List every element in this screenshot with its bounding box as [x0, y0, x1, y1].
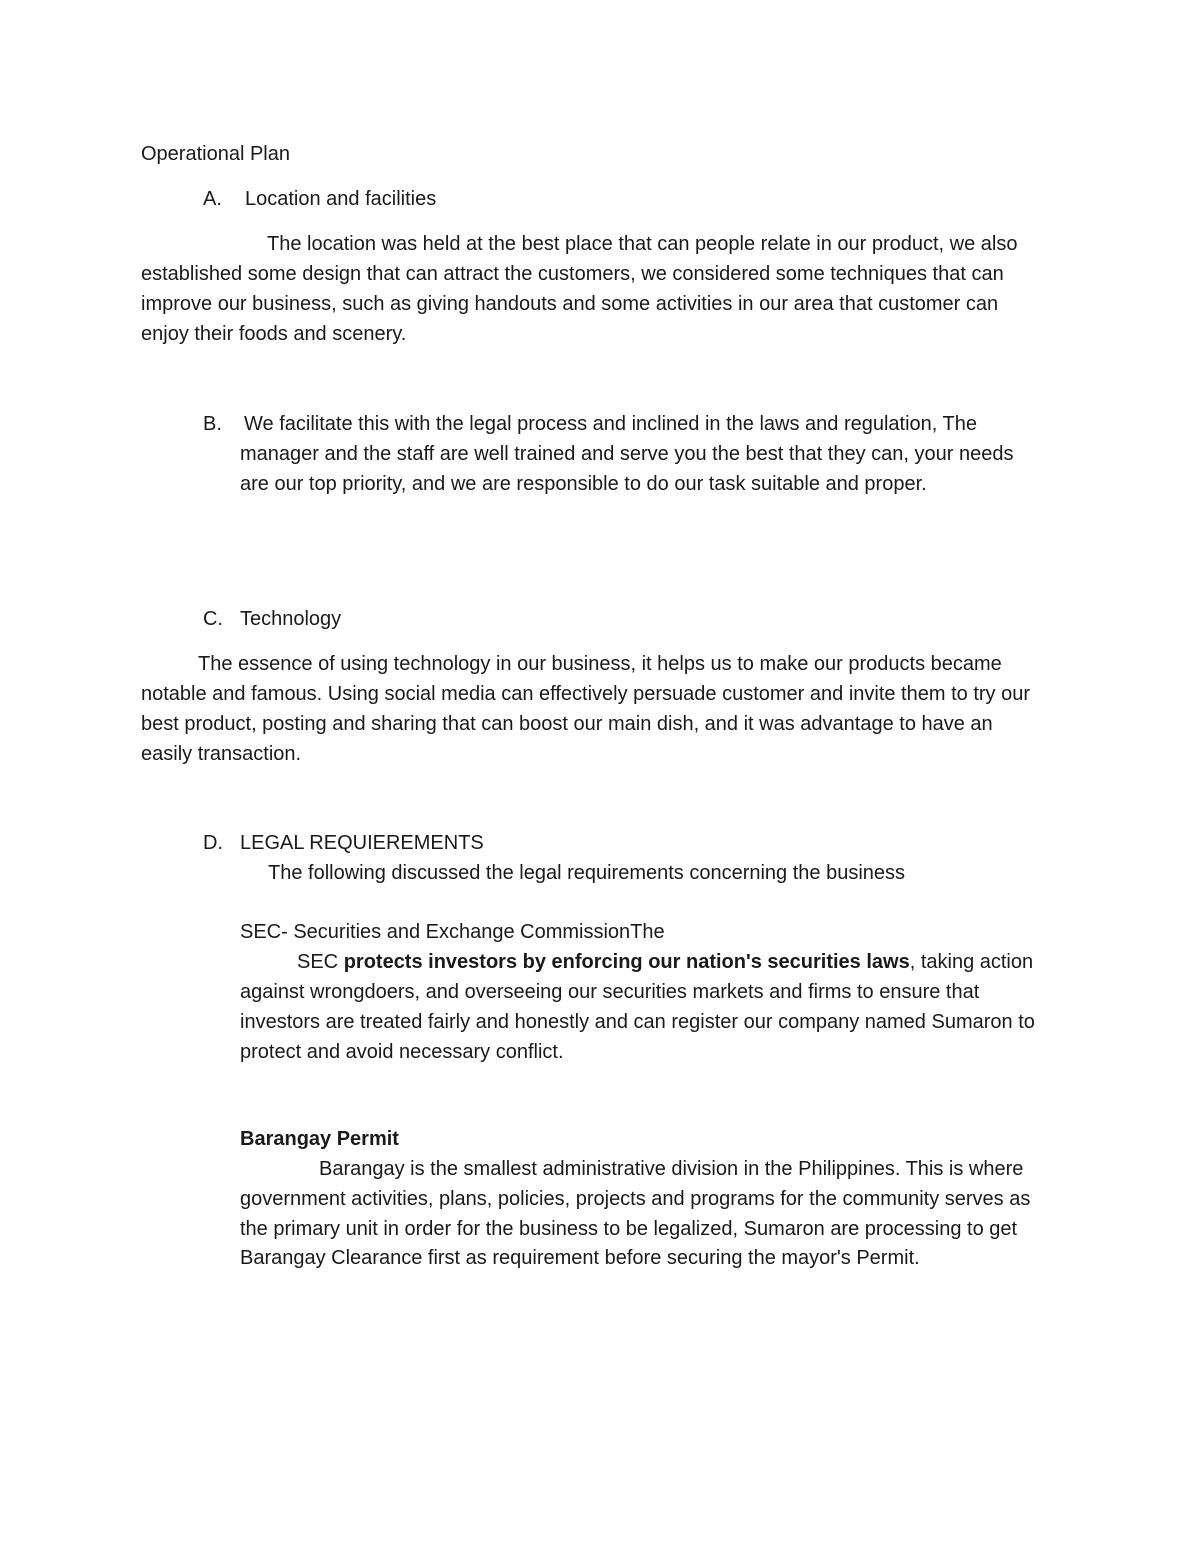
sec-line-1-bold: protects investors by enforcing our nation's securities laws [343, 951, 910, 973]
section-c-body-line-2: notable and famous. Using social media can effectively persuade customer and invite them to try our [141, 683, 1030, 705]
sec-line-1 [297, 947, 1033, 977]
section-a-body-line-1: The location was held at the best place that can people relate in our product, we also [267, 233, 1018, 255]
barangay-title: Barangay Permit [240, 1128, 399, 1150]
section-a-body-line-3: improve our business, such as giving handouts and some activities in our area that customer can [141, 293, 999, 315]
sec-line-1-suffix: , taking action [909, 951, 1034, 973]
section-b-marker: B. [203, 413, 222, 435]
section-a-body-line-4: enjoy their foods and scenery. [141, 323, 407, 345]
section-d-intro: The following discussed the legal requirements concerning the business [268, 862, 906, 884]
section-c-body-line-4: easily transaction. [141, 743, 302, 765]
sec-line-1-prefix: SEC [297, 951, 344, 973]
section-b-body-line-3: are our top priority, and we are responsible to do our task suitable and proper. [240, 473, 927, 495]
section-a-marker: A. [203, 188, 222, 210]
section-c-body-line-3: best product, posting and sharing that can boost our main dish, and it was advantage to have an [141, 713, 993, 735]
section-c-marker: C. [203, 608, 223, 630]
section-a-body-line-2: established some design that can attract the customers, we considered some techniques that can [141, 263, 1004, 285]
section-a-heading: Location and facilities [245, 188, 437, 210]
section-b-body-line-1: We facilitate this with the legal process and inclined in the laws and regulation, The [244, 413, 978, 435]
section-d-marker: D. [203, 832, 223, 854]
section-c-body-line-1: The essence of using technology in our business, it helps us to make our products became [198, 653, 1002, 675]
sec-line-3: investors are treated fairly and honestly and can register our company named Sumaron to [240, 1011, 1035, 1033]
sec-title: SEC- Securities and Exchange CommissionThe [240, 921, 665, 943]
barangay-line-3: the primary unit in order for the business to be legalized, Sumaron are processing to get [240, 1218, 1018, 1240]
section-c-heading: Technology [240, 608, 342, 630]
barangay-line-1: Barangay is the smallest administrative division in the Philippines. This is where [319, 1158, 1024, 1180]
sec-line-2: against wrongdoers, and overseeing our securities markets and firms to ensure that [240, 981, 980, 1003]
sec-line-4: protect and avoid necessary conflict. [240, 1041, 564, 1063]
barangay-line-4: Barangay Clearance first as requirement before securing the mayor's Permit. [240, 1247, 920, 1269]
barangay-line-2: government activities, plans, policies, projects and programs for the community serves as [240, 1188, 1031, 1210]
section-b-body-line-2: manager and the staff are well trained and serve you the best that they can, your needs [240, 443, 1014, 465]
document-title: Operational Plan [141, 143, 290, 165]
section-d-heading: LEGAL REQUIEREMENTS [240, 832, 484, 854]
